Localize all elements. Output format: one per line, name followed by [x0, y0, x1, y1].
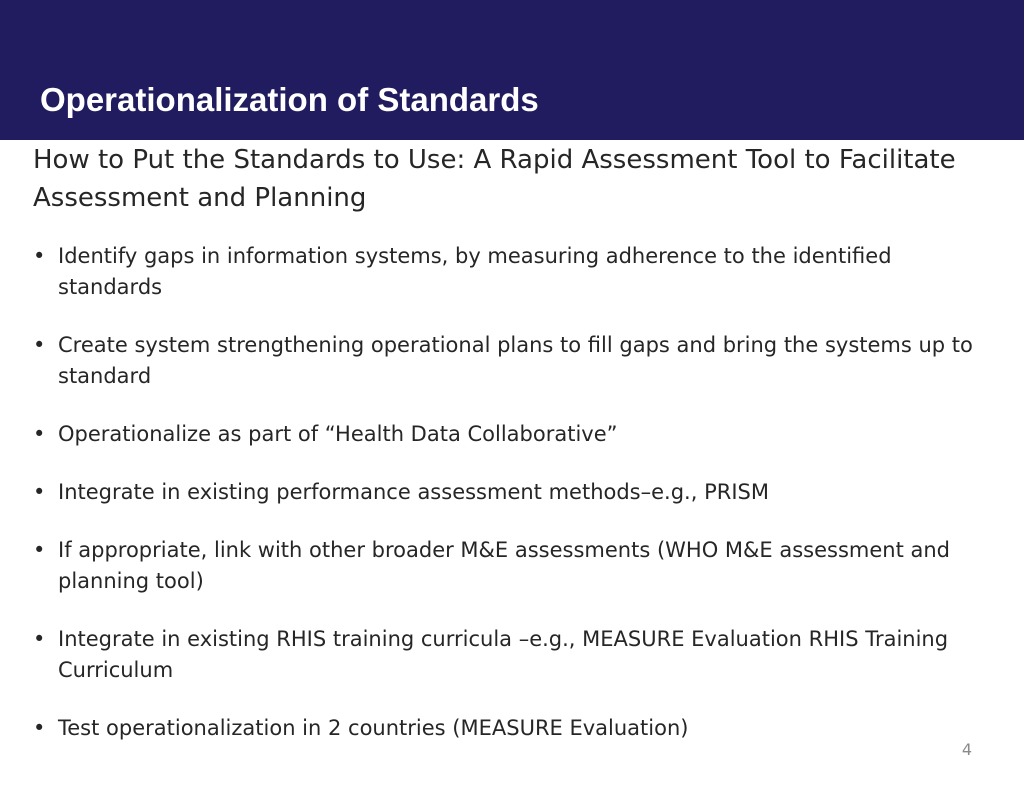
bullet-marker: •	[33, 244, 46, 268]
bullet-text: If appropriate, link with other broader M&E assessments (WHO M&E assessment and planning tool)	[58, 538, 950, 593]
bullet-text: Identify gaps in information systems, by measuring adherence to the identified standards	[58, 244, 892, 299]
bullet-item	[33, 535, 983, 597]
bullet-text: Test operationalization in 2 countries (MEASURE Evaluation)	[58, 716, 689, 740]
bullet-marker: •	[33, 627, 46, 651]
bullet-item	[33, 419, 983, 450]
page-number: 4	[961, 740, 972, 759]
slide-title: Operationalization of Standards	[40, 81, 539, 118]
bullet-text: Integrate in existing RHIS training curricula –e.g., MEASURE Evaluation RHIS Training Curriculum	[58, 627, 949, 682]
bullet-text: Create system strengthening operational plans to fill gaps and bring the systems up to standard	[58, 333, 973, 388]
bullet-list	[33, 241, 983, 771]
bullet-marker: •	[33, 333, 46, 357]
bullet-item	[33, 241, 983, 303]
slide-subtitle: How to Put the Standards to Use: A Rapid Assessment Tool to Facilitate Assessment and Planning	[33, 145, 956, 213]
bullet-marker: •	[33, 716, 46, 740]
bullet-item	[33, 330, 983, 392]
bullet-item	[33, 477, 983, 508]
bullet-item	[33, 624, 983, 686]
bullet-text: Integrate in existing performance assessment methods–e.g., PRISM	[58, 480, 769, 504]
bullet-marker: •	[33, 422, 46, 446]
bullet-text: Operationalize as part of “Health Data Collaborative”	[58, 422, 618, 446]
bullet-marker: •	[33, 538, 46, 562]
bullet-marker: •	[33, 480, 46, 504]
bullet-item	[33, 713, 983, 744]
